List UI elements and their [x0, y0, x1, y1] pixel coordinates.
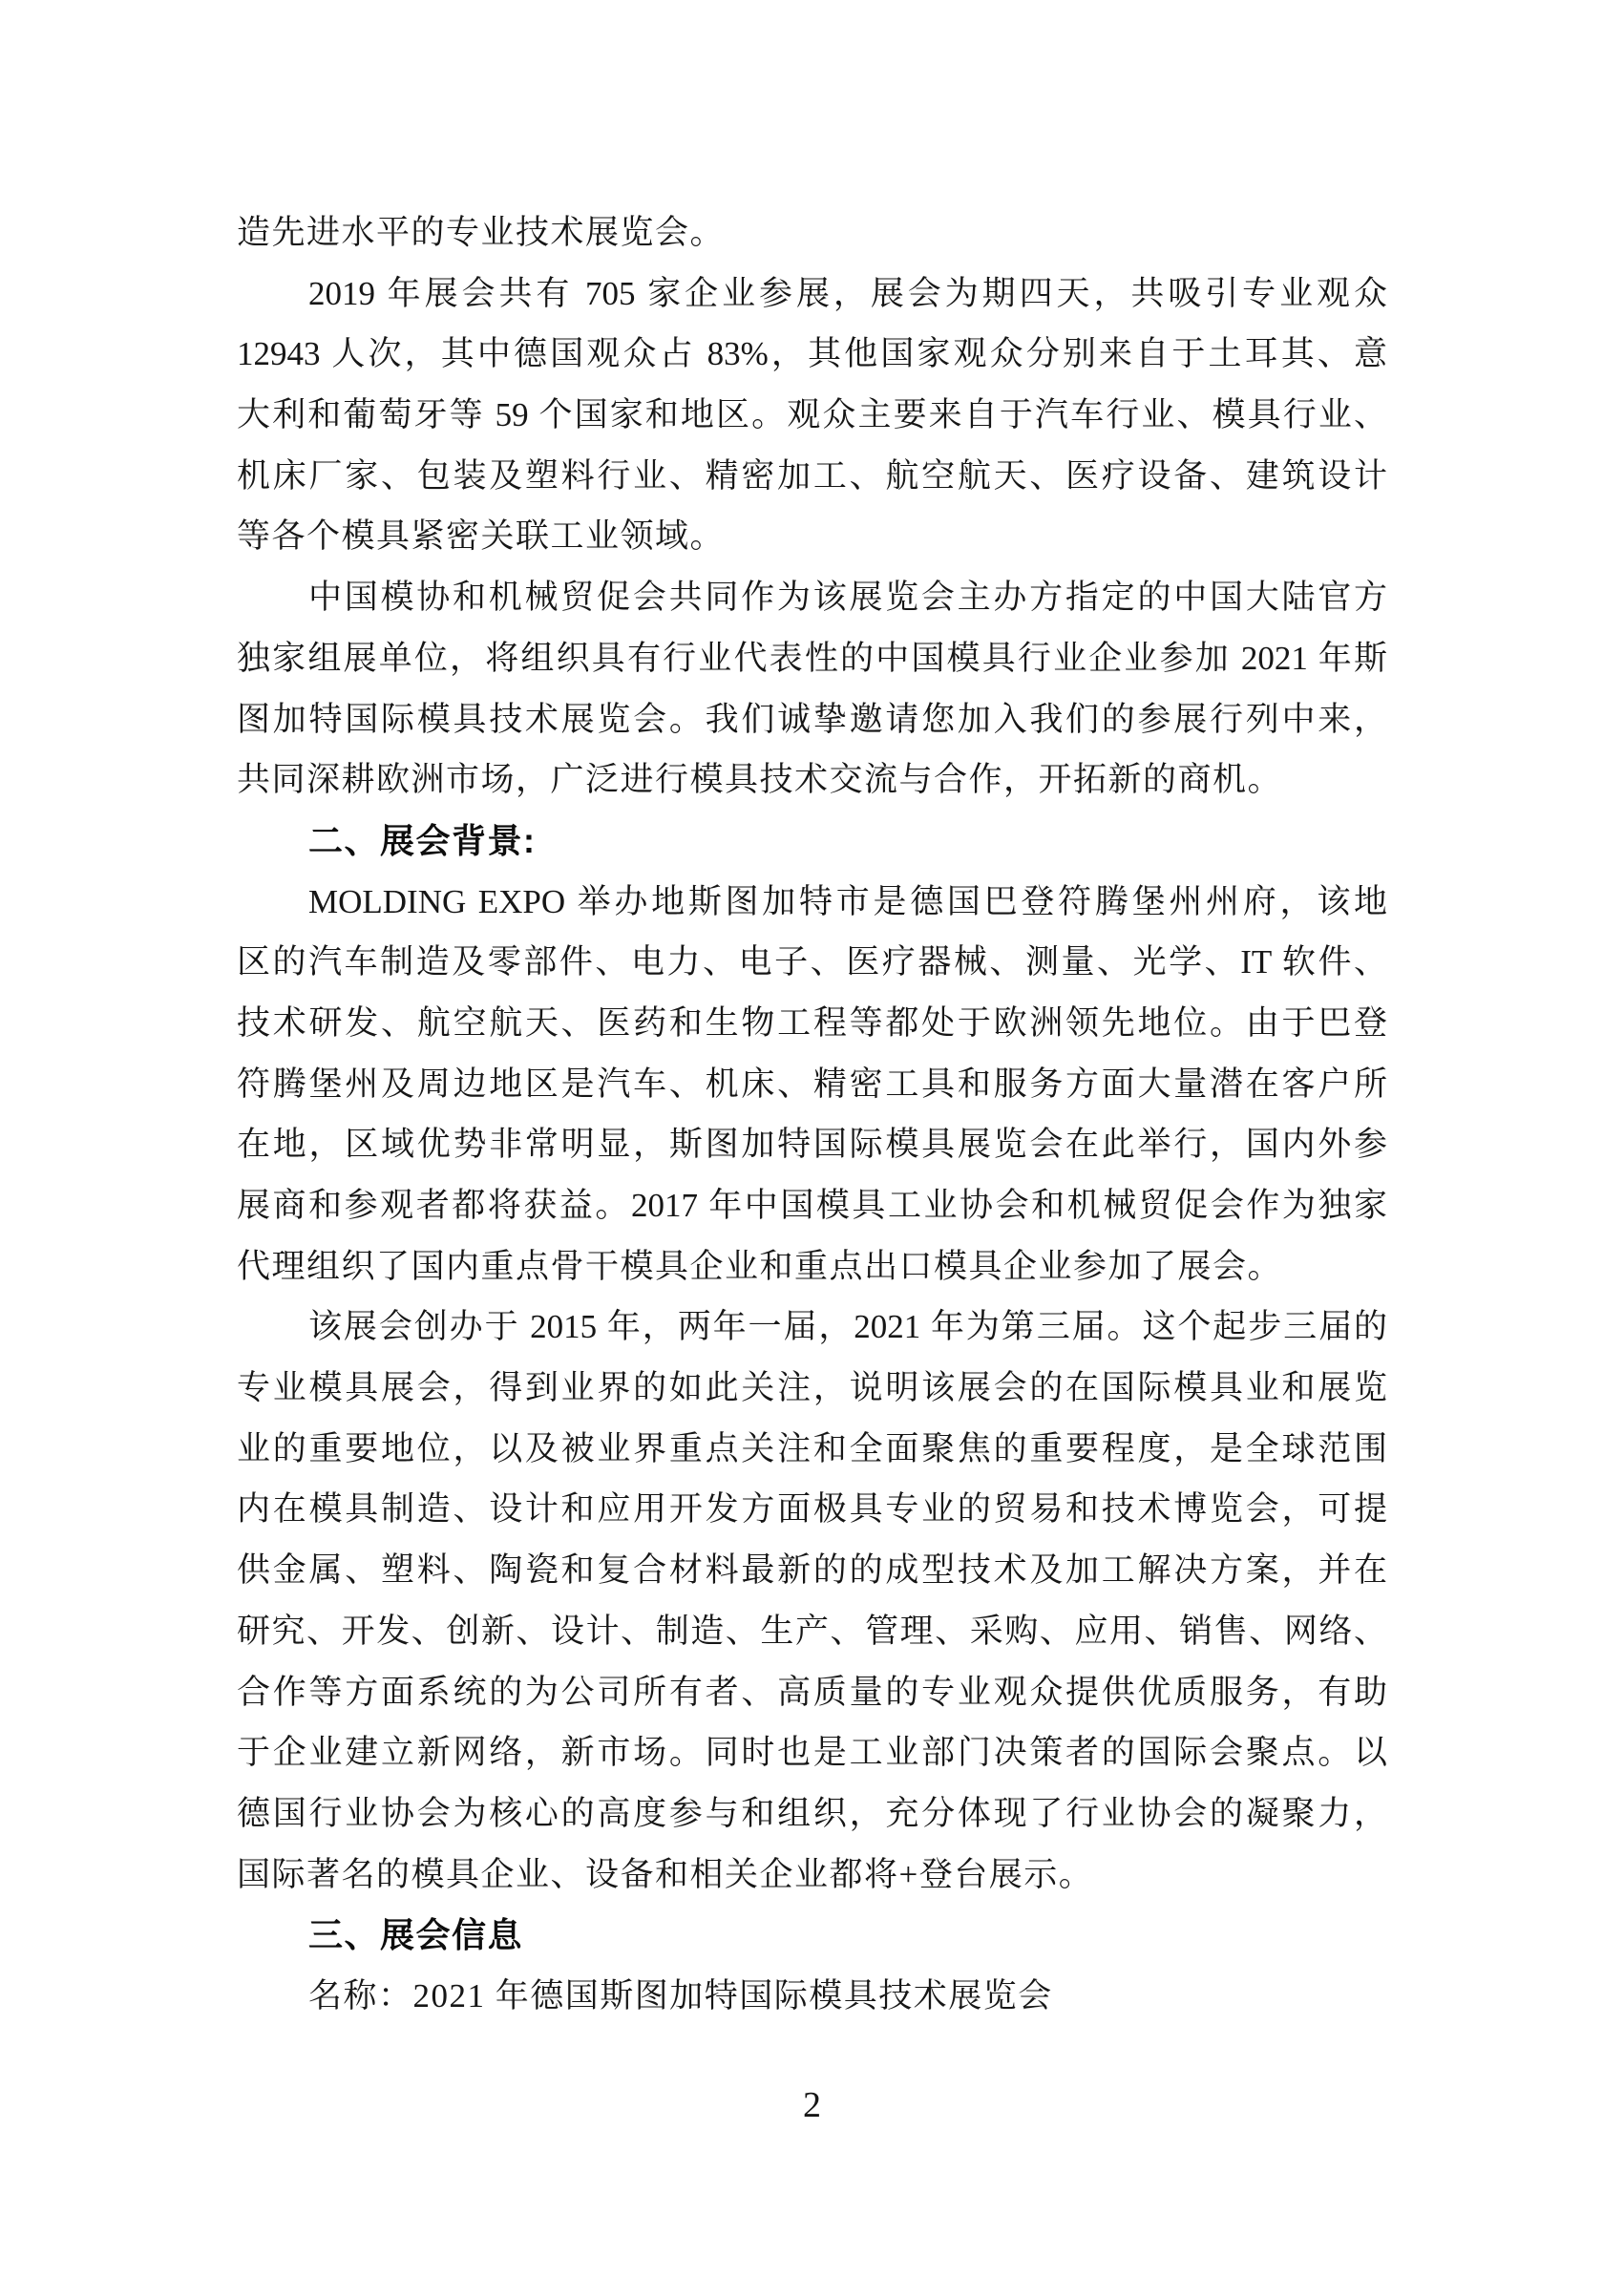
text-line: 机床厂家、包装及塑料行业、精密加工、航空航天、医疗设备、建筑设计	[237, 456, 1387, 495]
text-line: 该展会创办于 2015 年，两年一届，2021 年为第三届。这个起步三届的	[308, 1308, 1387, 1346]
text-line: 德国行业协会为核心的高度参与和组织，充分体现了行业协会的凝聚力，	[237, 1794, 1387, 1832]
text-line: 研究、开发、创新、设计、制造、生产、管理、采购、应用、销售、网络、	[237, 1612, 1387, 1650]
text-line: 中国模协和机械贸促会共同作为该展览会主办方指定的中国大陆官方	[308, 579, 1387, 617]
text-line: 合作等方面系统的为公司所有者、高质量的专业观众提供优质服务，有助	[237, 1673, 1387, 1711]
text-line: 2019 年展会共有 705 家企业参展，展会为期四天，共吸引专业观众	[308, 274, 1387, 312]
text-line: 业的重要地位，以及被业界重点关注和全面聚焦的重要程度，是全球范围	[237, 1429, 1387, 1467]
text-line: 于企业建立新网络，新市场。同时也是工业部门决策者的国际会聚点。以	[237, 1734, 1387, 1772]
text-line: 展商和参观者都将获益。2017 年中国模具工业协会和机械贸促会作为独家	[237, 1187, 1387, 1224]
text-line: 共同深耕欧洲市场，广泛进行模具技术交流与合作，开拓新的商机。	[237, 761, 1283, 799]
text-line: 在地，区域优势非常明显，斯图加特国际模具展览会在此举行，国内外参	[237, 1126, 1387, 1164]
text-line: 符腾堡州及周边地区是汽车、机床、精密工具和服务方面大量潜在客户所	[237, 1065, 1387, 1103]
text-line: 专业模具展会，得到业界的如此关注，说明该展会的在国际模具业和展览	[237, 1369, 1387, 1407]
heading-exhibition-info: 三、展会信息	[308, 1915, 524, 1955]
text-line: 12943 人次，其中德国观众占 83%，其他国家观众分别来自于土耳其、意	[237, 335, 1387, 373]
text-line: 内在模具制造、设计和应用开发方面极具专业的贸易和技术博览会，可提	[237, 1490, 1387, 1529]
text-block	[237, 202, 1387, 2027]
text-line: 技术研发、航空航天、医药和生物工程等都处于欧洲领先地位。由于巴登	[237, 1003, 1387, 1042]
text-line: 等各个模具紧密关联工业领域。	[237, 517, 726, 556]
text-line: 大利和葡萄牙等 59 个国家和地区。观众主要来自于汽车行业、模具行业、	[237, 396, 1387, 434]
page-number: 2	[803, 2085, 821, 2125]
text-line: 供金属、塑料、陶瓷和复合材料最新的的成型技术及加工解决方案，并在	[237, 1551, 1387, 1590]
text-line: MOLDING EXPO 举办地斯图加特市是德国巴登符腾堡州州府，该地	[308, 882, 1387, 920]
heading-exhibition-background: 二、展会背景:	[308, 820, 537, 860]
text-line: 代理组织了国内重点骨干模具企业和重点出口模具企业参加了展会。	[237, 1247, 1283, 1285]
text-line: 图加特国际模具技术展览会。我们诚挚邀请您加入我们的参展行列中来，	[237, 700, 1387, 738]
text-line: 区的汽车制造及零部件、电力、电子、医疗器械、测量、光学、IT 软件、	[237, 943, 1387, 981]
text-line: 国际著名的模具企业、设备和相关企业都将+登台展示。	[237, 1855, 1094, 1893]
text-line: 名称：2021 年德国斯图加特国际模具技术展览会	[308, 1976, 1053, 2014]
text-line: 造先进水平的专业技术展览会。	[237, 214, 726, 251]
text-line: 独家组展单位，将组织具有行业代表性的中国模具行业企业参加 2021 年斯	[237, 639, 1387, 677]
